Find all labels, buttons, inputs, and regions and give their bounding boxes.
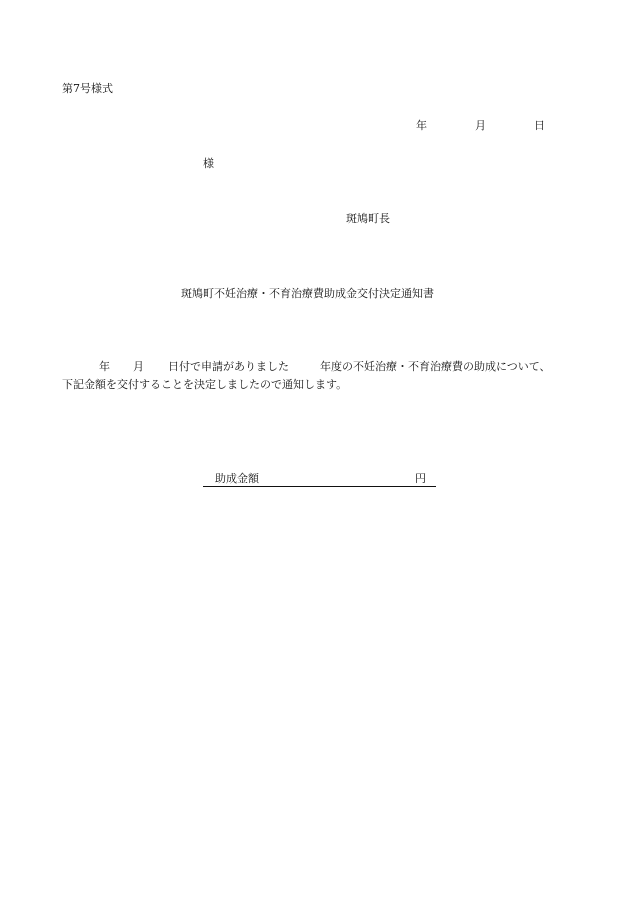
body-fiscal-year-text: 年度の不妊治療・不育治療費の助成について、 bbox=[320, 360, 551, 373]
amount-unit: 円 bbox=[415, 472, 426, 485]
recipient-honorific: 様 bbox=[203, 157, 214, 170]
date-month-label: 月 bbox=[475, 119, 486, 132]
date-day-label: 日 bbox=[534, 119, 545, 132]
issuer-title: 斑鳩町長 bbox=[346, 212, 390, 225]
document-title: 斑鳩町不妊治療・不育治療費助成金交付決定通知書 bbox=[181, 287, 434, 300]
body-application-date-text: 日付で申請がありました bbox=[168, 360, 289, 373]
body-year-label: 年 bbox=[99, 360, 110, 373]
form-number: 第7号様式 bbox=[62, 82, 113, 95]
amount-label: 助成金額 bbox=[215, 472, 259, 485]
date-year-label: 年 bbox=[416, 119, 427, 132]
body-line-2: 下記金額を交付することを決定しましたので通知します。 bbox=[62, 378, 348, 391]
body-month-label: 月 bbox=[133, 360, 144, 373]
amount-line bbox=[203, 472, 436, 487]
